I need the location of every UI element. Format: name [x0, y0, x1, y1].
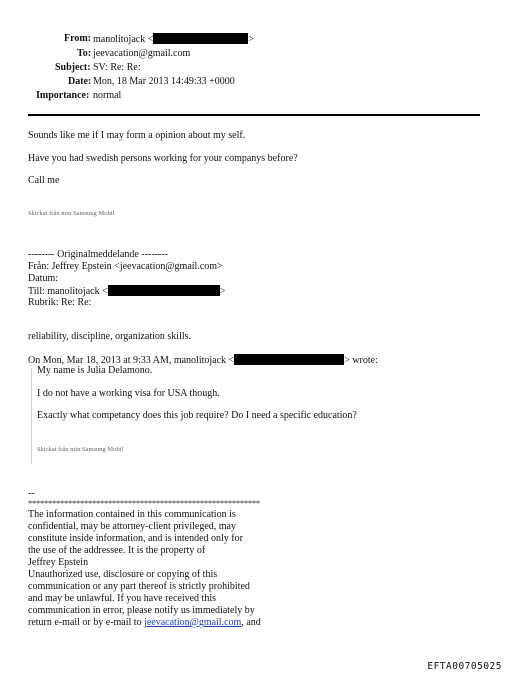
disclaimer-last-suffix: , and — [241, 617, 261, 628]
to-value: jeevacation@gmail.com — [93, 48, 191, 59]
till-close: > — [219, 286, 226, 297]
disclaimer-line-7: communication or any part thereof is strictly prohibited — [28, 581, 250, 592]
disclaimer-line-1: The information contained in this communication is — [28, 509, 236, 520]
signature-2: Skickat från min Samsung Mobil — [37, 446, 124, 453]
from-close: > — [248, 34, 254, 45]
quote-line-2: I do not have a working visa for USA though. — [37, 388, 220, 399]
on-wrote-prefix: On Mon, Mar 18, 2013 at 9:33 AM, manolitojack < — [28, 355, 235, 366]
disclaimer-line-9: communication in error, please notify us immediately by — [28, 605, 255, 616]
original-from: Från: Jeffrey Epstein <jeevacation@gmail.com> — [28, 261, 223, 272]
footer-stars: ********************************************************** — [28, 498, 260, 508]
importance-label: Importance: — [36, 90, 90, 101]
body-line-2: Have you had swedish persons working for your companys before? — [28, 153, 298, 164]
redaction-bar — [108, 285, 220, 296]
original-divider: -------- Originalmeddelande -------- — [28, 249, 168, 260]
from-value — [93, 33, 254, 46]
date-label: Date: — [68, 76, 92, 87]
from-label: From: — [64, 33, 92, 44]
email-link[interactable]: jeevacation@gmail.com — [144, 617, 242, 628]
disclaimer-line-6: Unauthorized use, disclosure or copying of this — [28, 569, 218, 580]
header-divider — [28, 114, 480, 116]
disclaimer-line-5: Jeffrey Epstein — [28, 557, 89, 568]
disclaimer-line-2: confidential, may be attorney-client privileged, may — [28, 521, 236, 532]
disclaimer-line-10 — [28, 617, 261, 629]
from-name: manolitojack < — [93, 34, 154, 45]
date-value: Mon, 18 Mar 2013 14:49:33 +0000 — [93, 76, 235, 87]
disclaimer-line-3: constitute inside information, and is intended only for — [28, 533, 243, 544]
disclaimer-line-8: and may be unlawful. If you have received this — [28, 593, 216, 604]
reliability-line: reliability, discipline, organization skills. — [28, 331, 192, 342]
signature-1: Skickat från min Samsung Mobil — [28, 210, 115, 217]
quote-line-1: My name is Julia Delamono. — [37, 365, 153, 376]
to-label: To: — [77, 48, 92, 59]
on-wrote-suffix: > wrote: — [344, 355, 378, 366]
redaction-bar — [234, 354, 344, 365]
original-datum: Datum: — [28, 273, 58, 284]
footer-dashes: -- — [28, 488, 35, 499]
quote-line-3: Exactly what competancy does this job require? Do I need a specific education? — [37, 410, 357, 421]
document-id: EFTA00705025 — [427, 661, 502, 672]
body-line-3: Call me — [28, 175, 60, 186]
quote-bar — [31, 368, 32, 464]
subject-label: Subject: — [55, 62, 91, 73]
redaction-bar — [153, 33, 248, 44]
disclaimer-line-4: the use of the addressee. It is the property of — [28, 545, 206, 556]
body-line-1: Sounds like me if I may form a opinion about my self. — [28, 130, 246, 141]
original-rubrik: Rubrik: Re: Re: — [28, 297, 92, 308]
subject-value: SV: Re: Re: — [93, 62, 141, 73]
till-text: Till: manolitojack < — [28, 286, 108, 297]
importance-value: normal — [93, 90, 122, 101]
disclaimer-last-prefix: return e-mail or by e-mail to — [28, 617, 145, 628]
